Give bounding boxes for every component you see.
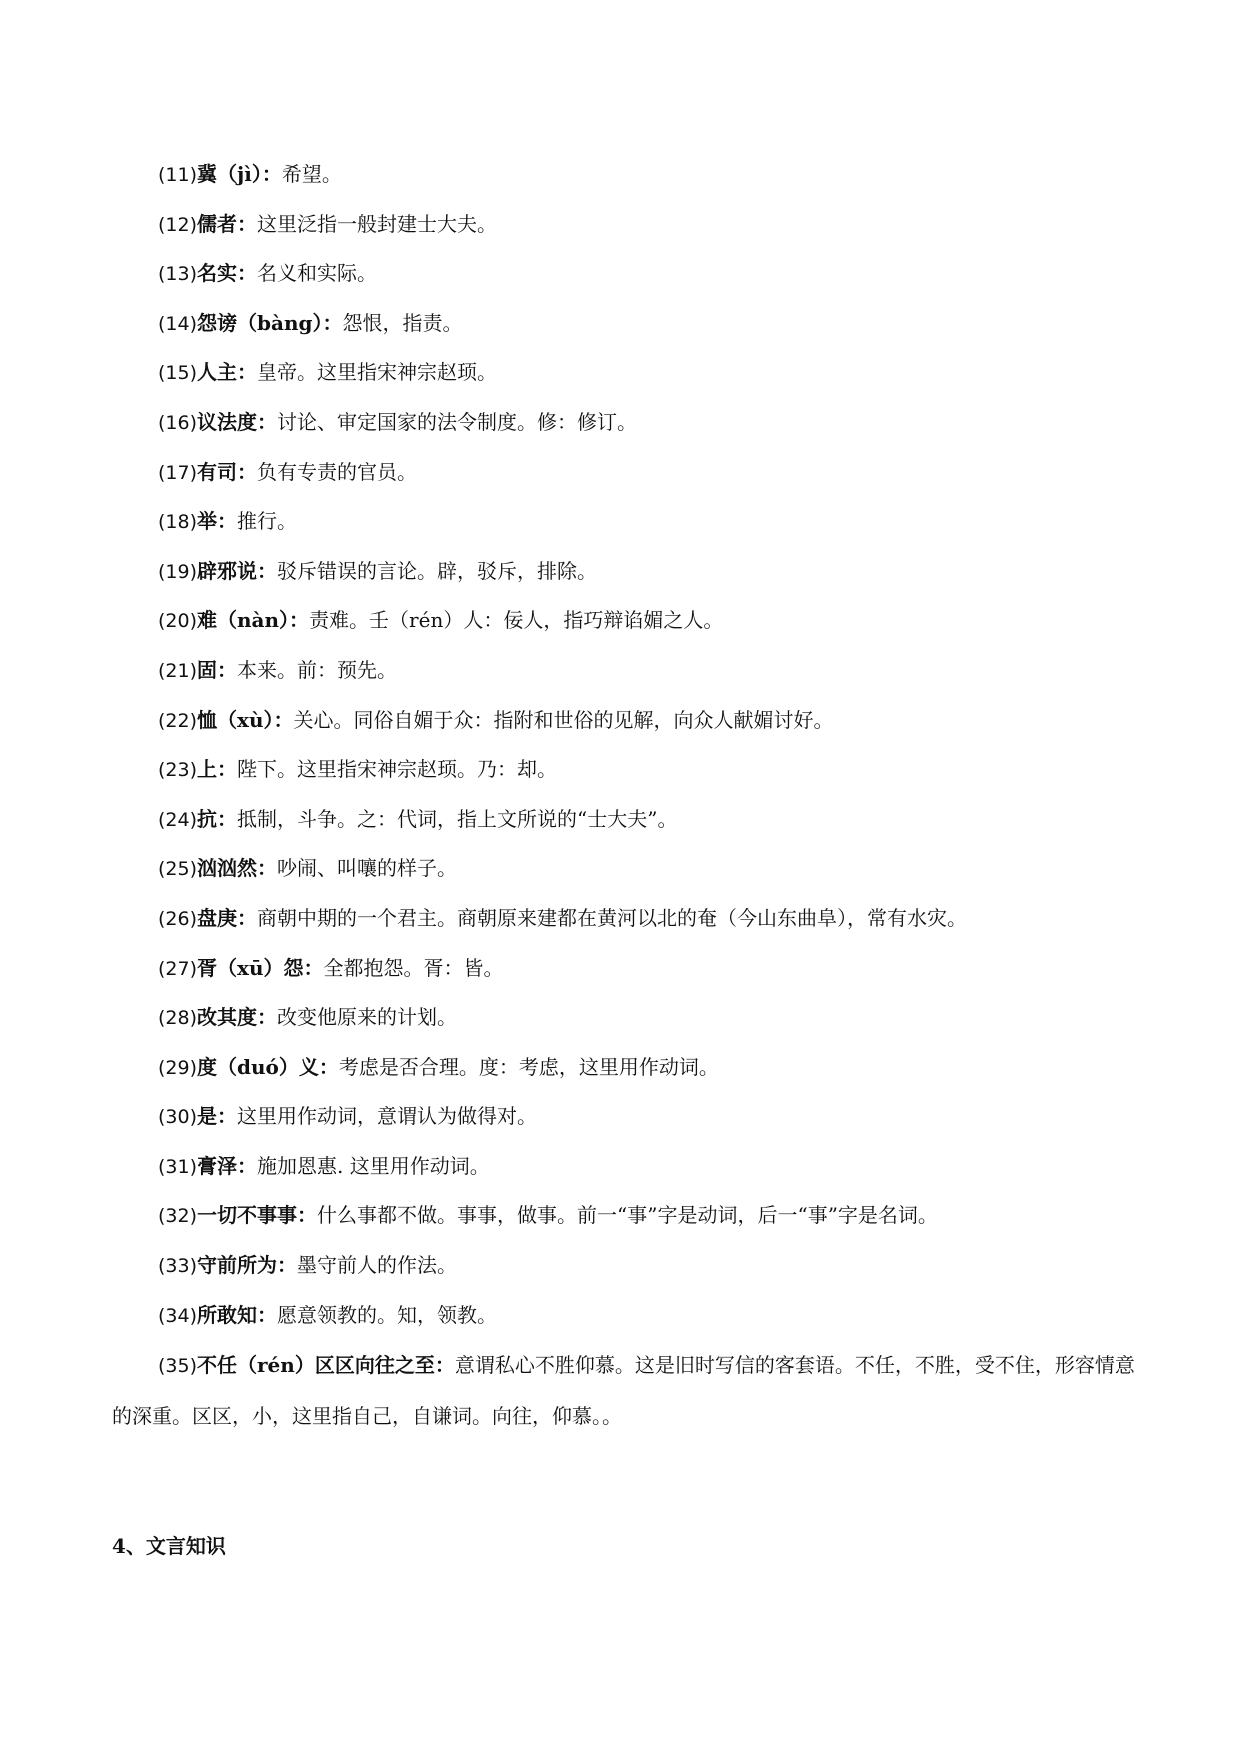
annotation-list	[112, 150, 1138, 1441]
section-heading: 4、文言知识	[112, 1534, 226, 1558]
annotation-text: 施加恩惠. 这里用作动词。	[257, 1153, 490, 1178]
annotation-term: 度（duó）义：	[197, 1054, 339, 1079]
annotation-term: 一切不事事：	[197, 1203, 318, 1228]
annotation-text: 什么事都不做。事事，做事。前一“事”字是动词，后一“事”字是名词。	[317, 1203, 938, 1228]
annotation-text: 名义和实际。	[257, 261, 378, 286]
annotation-term: 固：	[197, 657, 238, 682]
annotation-item	[158, 1043, 1138, 1093]
annotation-text: 墨守前人的作法。	[297, 1253, 458, 1278]
annotation-item	[158, 795, 1138, 845]
annotation-term: 汹汹然：	[197, 856, 278, 881]
annotation-term: 冀（jì）：	[197, 162, 282, 186]
annotation-term: 名实：	[197, 261, 258, 286]
annotation-number: (16)	[158, 411, 198, 434]
annotation-number: (23)	[158, 759, 198, 782]
annotation-item	[158, 1291, 1138, 1341]
annotation-item	[112, 1340, 1142, 1441]
annotation-number: (27)	[158, 957, 198, 980]
annotation-number: (18)	[158, 511, 198, 534]
annotation-number: (21)	[158, 659, 198, 682]
annotation-number: (13)	[158, 263, 198, 286]
annotation-number: (19)	[158, 560, 198, 583]
annotation-term: 盘庚：	[197, 905, 258, 930]
annotation-term: 所敢知：	[197, 1302, 278, 1327]
annotation-text: 皇帝。这里指宋神宗赵顼。	[257, 360, 498, 385]
annotation-number: (15)	[158, 362, 198, 385]
annotation-text: 责难。壬（rén）人：佞人，指巧辩谄媚之人。	[309, 608, 724, 633]
annotation-term: 有司：	[197, 459, 258, 484]
annotation-number: (14)	[158, 312, 198, 335]
annotation-number: (22)	[158, 709, 198, 732]
annotation-term: 守前所为：	[197, 1253, 298, 1278]
annotation-item	[158, 696, 1138, 746]
annotation-text: 陛下。这里指宋神宗赵顼。乃：却。	[237, 757, 558, 782]
annotation-item	[158, 1092, 1138, 1142]
annotation-number: (25)	[158, 858, 198, 881]
annotation-item	[158, 1241, 1138, 1291]
annotation-term: 改其度：	[197, 1005, 278, 1030]
annotation-text: 讨论、审定国家的法令制度。修：修订。	[277, 409, 638, 434]
annotation-item	[158, 1191, 1138, 1241]
annotation-text: 这里用作动词，意谓认为做得对。	[237, 1104, 538, 1129]
annotation-text: 这里泛指一般封建士大夫。	[257, 211, 498, 236]
annotation-term: 不任（rén）区区向往之至：	[197, 1353, 455, 1378]
annotation-text: 商朝中期的一个君主。商朝原来建都在黄河以北的奄（今山东曲阜），常有水灾。	[257, 905, 968, 930]
annotation-text: 驳斥错误的言论。辟，驳斥，排除。	[277, 558, 598, 583]
annotation-item	[158, 448, 1138, 498]
annotation-text: 意谓私心不胜仰慕。这是旧时写信的客套语。不任，不胜，受不住，形容情意的深重。区区，小，这里指自己，自谦词。向往，仰慕。。	[112, 1353, 1135, 1429]
annotation-term: 胥（xū）怨：	[197, 955, 324, 980]
annotation-item	[158, 398, 1138, 448]
annotation-term: 是：	[197, 1104, 238, 1129]
annotation-text: 改变他原来的计划。	[277, 1005, 458, 1030]
annotation-number: (26)	[158, 907, 198, 930]
annotation-text: 关心。同俗自媚于众：指附和世俗的见解，向众人献媚讨好。	[293, 707, 834, 732]
annotation-item	[158, 348, 1138, 398]
annotation-item	[158, 646, 1138, 696]
annotation-number: (30)	[158, 1106, 198, 1129]
annotation-term: 怨谤（bàng）：	[197, 310, 343, 335]
annotation-text: 推行。	[237, 509, 298, 534]
annotation-term: 膏泽：	[197, 1153, 258, 1178]
annotation-item	[158, 150, 1138, 200]
annotation-number: (32)	[158, 1205, 198, 1228]
annotation-term: 恤（xù）：	[197, 707, 294, 732]
annotation-term: 难（nàn）：	[197, 608, 310, 633]
annotation-number: (29)	[158, 1056, 198, 1079]
annotation-text: 本来。前：预先。	[237, 657, 398, 682]
annotation-text: 吵闹、叫嚷的样子。	[277, 856, 458, 881]
annotation-item	[158, 894, 1138, 944]
annotation-item	[158, 299, 1138, 349]
annotation-text: 抵制，斗争。之：代词，指上文所说的“士大夫”。	[237, 806, 678, 831]
annotation-term: 辟邪说：	[197, 558, 278, 583]
annotation-text: 希望。	[281, 162, 342, 186]
annotation-text: 考虑是否合理。度：考虑，这里用作动词。	[338, 1054, 719, 1079]
annotation-item	[158, 1142, 1138, 1192]
annotation-item	[158, 844, 1138, 894]
annotation-term: 上：	[197, 757, 238, 782]
annotation-number: (20)	[158, 610, 198, 633]
annotation-text: 全都抱怨。胥：皆。	[323, 955, 504, 980]
annotation-item	[158, 200, 1138, 250]
annotation-number: (28)	[158, 1007, 198, 1030]
annotation-item	[158, 993, 1138, 1043]
annotation-item	[158, 249, 1138, 299]
annotation-number: (12)	[158, 213, 198, 236]
annotation-text: 负有专责的官员。	[257, 459, 418, 484]
annotation-number: (31)	[158, 1155, 198, 1178]
annotation-number: (24)	[158, 808, 198, 831]
annotation-term: 抗：	[197, 806, 238, 831]
annotation-item	[158, 547, 1138, 597]
annotation-item	[158, 745, 1138, 795]
annotation-text: 怨恨，指责。	[342, 310, 463, 335]
annotation-term: 议法度：	[197, 409, 278, 434]
annotation-number: (34)	[158, 1304, 198, 1327]
annotation-number: (11)	[158, 164, 198, 186]
annotation-term: 儒者：	[197, 211, 258, 236]
annotation-item	[158, 944, 1138, 994]
annotation-number: (35)	[158, 1355, 198, 1378]
annotation-item	[158, 497, 1138, 547]
annotation-number: (33)	[158, 1255, 198, 1278]
annotation-term: 人主：	[197, 360, 258, 385]
annotation-number: (17)	[158, 461, 198, 484]
annotation-text: 愿意领教的。知，领教。	[277, 1302, 498, 1327]
annotation-item	[158, 596, 1138, 646]
annotation-term: 举：	[197, 509, 238, 534]
